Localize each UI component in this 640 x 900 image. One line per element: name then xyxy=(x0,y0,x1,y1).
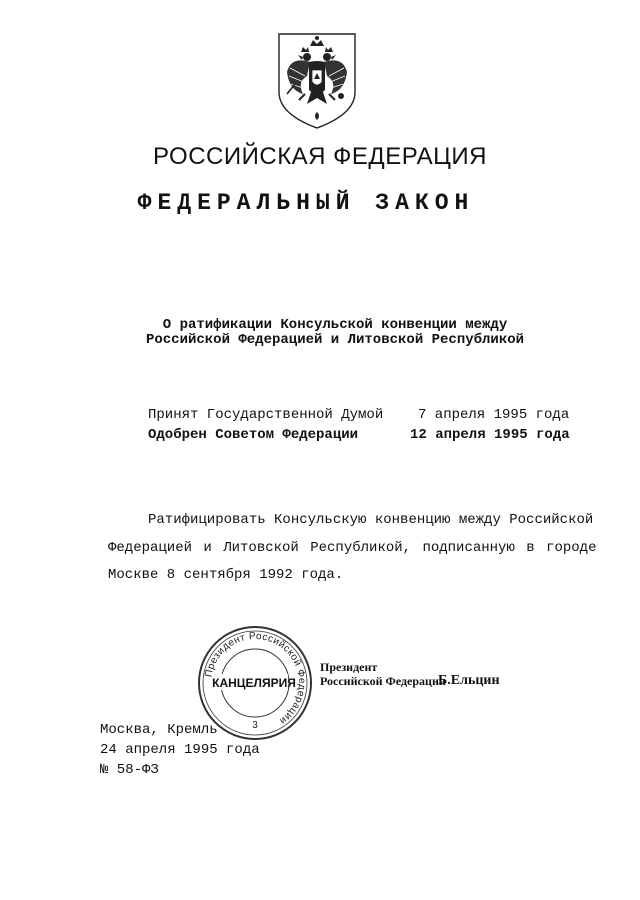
stamp-number: 3 xyxy=(252,720,258,731)
signatory-name: Б.Ельцин xyxy=(438,673,500,688)
country-heading: РОССИЙСКАЯ ФЕДЕРАЦИЯ xyxy=(153,143,487,170)
body-line-1: Ратифицировать Консульскую конвенцию между Российской xyxy=(148,512,594,528)
law-type-heading: ФЕДЕРАЛЬНЫЙ ЗАКОН xyxy=(137,190,475,216)
coat-of-arms-icon xyxy=(277,32,357,130)
signing-place: Москва, Кремль xyxy=(100,722,218,738)
body-line-2: Федерацией и Литовской Республикой, подписанную в городе xyxy=(108,540,597,556)
signatory-title-line-2: Российской Федерации xyxy=(320,674,446,688)
law-subject xyxy=(0,318,640,348)
approved-by-council-date: 12 апреля 1995 года xyxy=(410,427,570,443)
stamp-ring-text: Президент Российской Федерации xyxy=(203,630,308,727)
approved-by-council-label: Одобрен Советом Федерации xyxy=(148,427,359,443)
signing-date: 24 апреля 1995 года xyxy=(100,742,260,758)
adopted-by-duma-label: Принят Государственной Думой xyxy=(148,407,384,423)
body-line-3: Москве 8 сентября 1992 года. xyxy=(108,567,344,583)
signatory-title-line-1: Президент xyxy=(320,660,378,674)
subject-line-1: О ратификации Консульской конвенции между xyxy=(162,317,508,333)
law-number: № 58-ФЗ xyxy=(100,762,159,778)
subject-line-2: Российской Федерацией и Литовской Республикой xyxy=(145,332,525,348)
stamp-center-text: КАНЦЕЛЯРИЯ xyxy=(212,676,296,690)
signatory-title xyxy=(320,660,446,688)
adopted-by-duma-date: 7 апреля 1995 года xyxy=(418,407,570,423)
